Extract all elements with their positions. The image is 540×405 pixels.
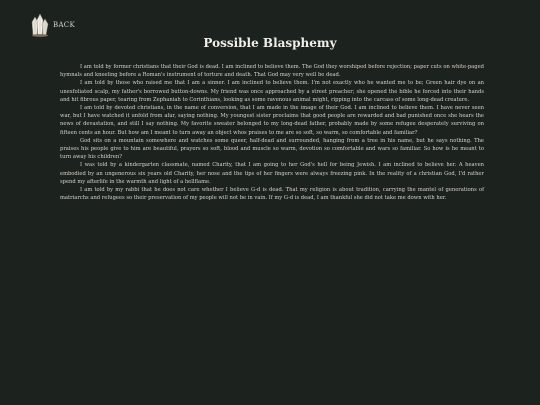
paragraph: I am told by those who raised me that I am a sinner. I am inclined to believe them. I'm not exactly who he wanted me to be; Green hair dye on an unexfoliated scalp, my father's borrowed button-downs. My friend was once approached by a street preacher; she opened the bible he forced into their hands and hit fibrous paper, tearing from Zephaniah to Corinthians, looking as some ravenous animal might, ripping into the carcass of some long-dead creature. <box>60 80 484 103</box>
paragraph: I was told by a kindergarten classmate, named Charity, that I am going to her God's hell for being Jewish. I am inclined to believe her. A heaven embodied by an ungenerous six years old Charity, her nose and the tips of her fingers were always freezing pink. In the reality of a christian God, I'd rather spend my afterlife in the warmth and light of a hellflame. <box>60 162 484 185</box>
article-body <box>60 63 484 202</box>
crystals-icon <box>30 13 50 37</box>
back-button[interactable] <box>30 13 75 37</box>
paragraph: I am told by my rabbi that he does not care whether I believe G-d is dead. That my religion is about tradition, carrying the mantel of generations of matriarchs and refugees so their preservation of my people will not be in vain. If my G-d is dead, I am thankful she did not take me down with her. <box>60 187 484 202</box>
back-label: BACK <box>53 21 75 29</box>
page-title: Possible Blasphemy <box>203 36 337 50</box>
paragraph: I am told by former christians that their God is dead. I am inclined to believe them. The God they worshiped before rejection; paper cuts on white-paged hymnals and kneeling before a Roman's instrument of torture and death. That God may very well be dead. <box>60 64 484 79</box>
paragraph: God sits on a mountain somewhere and watches some queer, half-dead and surrounded, hanging from a tree in his name, but he says nothing. The praises his people give to him are beautiful, prayers so soft, blood and muscle so warm, devotion so comfortable and wars so familiar. So how is he meant to turn away his children? <box>60 137 484 161</box>
paragraph: I am told by devoted christians, in the name of conversion, that I am made in the image of their God. I am inclined to believe them. I have never seen war, but I have watched it unfold from afar, saying nothing. My youngest sister proclaims that good people are rewarded and bad punished once she hears the news of devastation, and still I say nothing. My favorite sweater belonged to my long-dead father, probably made by some refugee desperately surviving on fifteen cents an hour. But how am I meant to turn away an object whos praises to me are so soft, so warm, so comfortable and familiar? <box>60 105 484 136</box>
